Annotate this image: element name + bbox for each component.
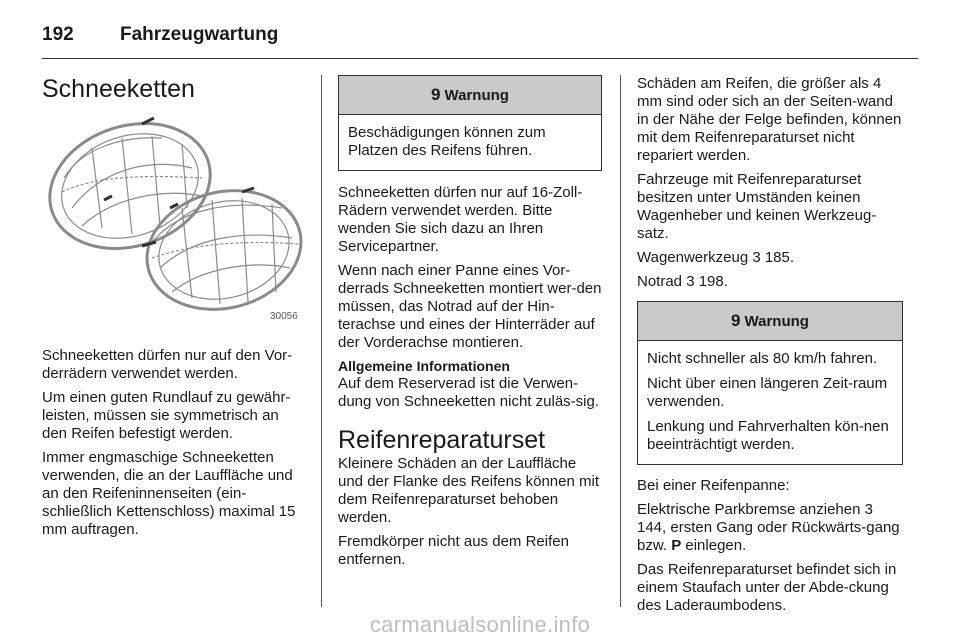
paragraph: Bei einer Reifenpanne: (637, 477, 790, 494)
warning-text: Beschädigungen können zum Platzen des Reifens führen. (348, 124, 546, 159)
warning-triangle-icon: 9 (731, 311, 741, 330)
page-header (42, 20, 278, 50)
warning-triangle-icon: 9 (431, 85, 441, 104)
middle-column (338, 75, 602, 575)
snow-chain-drawing (42, 108, 304, 324)
warning-line: Lenkung und Fahrverhalten kön-nen beeinträchtigt werden. (647, 418, 889, 453)
left-column (42, 74, 304, 545)
paragraph: Kleinere Schäden an der Lauffläche und der Flanke des Reifens können mit dem Reifenreparaturset behoben werden. (338, 455, 599, 526)
brake-text-end: einlegen. (681, 537, 747, 554)
warning-header (638, 302, 902, 341)
gear-p-label: P (671, 537, 682, 554)
paragraph: Fahrzeuge mit Reifenreparaturset besitzen unter Umständen keinen Wagenheber und keinen Werkzeug-satz. (637, 171, 877, 242)
warning-line: Nicht schneller als 80 km/h fahren. (647, 350, 878, 367)
warning-title: Warnung (444, 86, 509, 104)
watermark: carmanualsonline.info (369, 612, 591, 637)
warning-body (638, 341, 902, 464)
section-title-schneeketten: Schneeketten (42, 75, 195, 103)
subheading-general-info: Allgemeine Informationen (338, 358, 510, 374)
brake-text: Elektrische Parkbremse anziehen 3 144, ersten Gang oder Rückwärts-gang bzw. (637, 501, 900, 554)
paragraph: Schneeketten dürfen nur auf den Vor-derrädern verwendet werden. (42, 347, 293, 382)
paragraph: Um einen guten Rundlauf zu gewähr-leisten, müssen sie symmetrisch an den Reifen befestigt werden. (42, 389, 291, 442)
paragraph-parking-brake (637, 501, 903, 555)
column-divider-right (620, 75, 621, 607)
warning-body (339, 115, 601, 170)
paragraph: Fremdkörper nicht aus dem Reifen entfernen. (338, 533, 569, 568)
chapter-title: Fahrzeugwartung (120, 24, 279, 45)
page-number: 192 (42, 24, 74, 45)
paragraph: Wenn nach einer Panne eines Vor-derrads Schneeketten montiert wer-den müssen, das Notrad auf der Hin-terachse und eines der Hinterräder auf der Vorderachse montieren. (338, 262, 602, 351)
cross-reference: Notrad 3 198. (637, 273, 728, 290)
warning-line: Nicht über einen längeren Zeit-raum verwenden. (647, 375, 888, 410)
paragraph: Auf dem Reserverad ist die Verwen-dung von Schneeketten nicht zuläs-sig. (338, 375, 599, 410)
paragraph: Schäden am Reifen, die größer als 4 mm sind oder sich an der Seiten-wand in der Nähe der Felge befinden, können mit dem Reifenreparaturset nicht repariert werden. (637, 75, 902, 164)
warning-box-speed (637, 301, 903, 465)
column-divider-left (321, 75, 322, 607)
warning-box-tyre-damage (338, 75, 602, 171)
snow-chain-illustration (42, 108, 304, 324)
figure-label: 30056 (270, 311, 298, 322)
paragraph: Immer engmaschige Schneeketten verwenden, die an der Lauffläche und an den Reifeninnenseiten (ein-schließlich Kettenschloss) maximal 15 mm auftragen. (42, 449, 296, 538)
paragraph: Schneeketten dürfen nur auf 16-Zoll-Rädern verwendet werden. Bitte wenden Sie sich dazu an Ihren Servicepartner. (338, 184, 583, 255)
header-rule (42, 58, 918, 59)
right-column (637, 75, 903, 621)
paragraph: Das Reifenreparaturset befindet sich in einem Staufach unter der Abde-ckung des Laderaumbodens. (637, 561, 897, 614)
section-title-reifenreparaturset: Reifenreparaturset (338, 426, 546, 454)
cross-reference: Wagenwerkzeug 3 185. (637, 249, 795, 266)
warning-header (339, 76, 601, 115)
warning-title: Warnung (744, 312, 809, 330)
